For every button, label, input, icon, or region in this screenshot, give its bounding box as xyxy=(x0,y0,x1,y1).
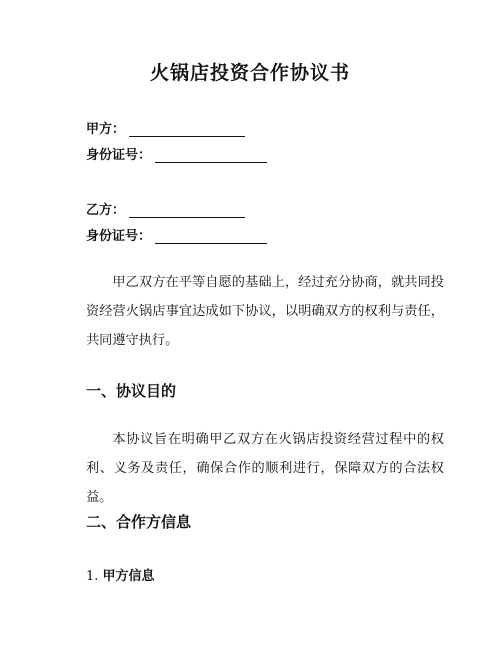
party-a-id-field xyxy=(86,145,267,163)
party-b-field xyxy=(86,200,245,218)
section-2-heading: 二、合作方信息 xyxy=(86,513,192,531)
party-a-blank-line xyxy=(129,122,245,137)
party-b-id-label: 身份证号： xyxy=(86,229,152,244)
party-b-id-blank-line xyxy=(155,229,267,244)
party-a-id-label: 身份证号： xyxy=(86,148,152,163)
section-1-heading: 一、协议目的 xyxy=(86,382,177,400)
subsection-1-number: 1. xyxy=(86,569,99,584)
subsection-1-label: 甲方信息 xyxy=(102,569,155,584)
document-title: 火锅店投资合作协议书 xyxy=(149,62,350,84)
intro-paragraph: 甲乙双方在平等自愿的基础上，经过充分协商，就共同投资经营火锅店事宜达成如下协议，以明确双方的权利与责任，共同遵守执行。 xyxy=(86,275,444,348)
party-b-blank-line xyxy=(129,203,245,218)
party-b-label: 乙方： xyxy=(86,203,126,218)
party-a-field xyxy=(86,119,245,137)
section-1-body: 本协议旨在明确甲乙双方在火锅店投资经营过程中的权利、义务及责任，确保合作的顺利进行，保障双方的合法权益。 xyxy=(86,432,444,505)
party-a-id-blank-line xyxy=(155,148,267,163)
party-a-label: 甲方： xyxy=(86,122,126,137)
subsection-1 xyxy=(86,565,155,584)
party-b-id-field xyxy=(86,226,267,244)
